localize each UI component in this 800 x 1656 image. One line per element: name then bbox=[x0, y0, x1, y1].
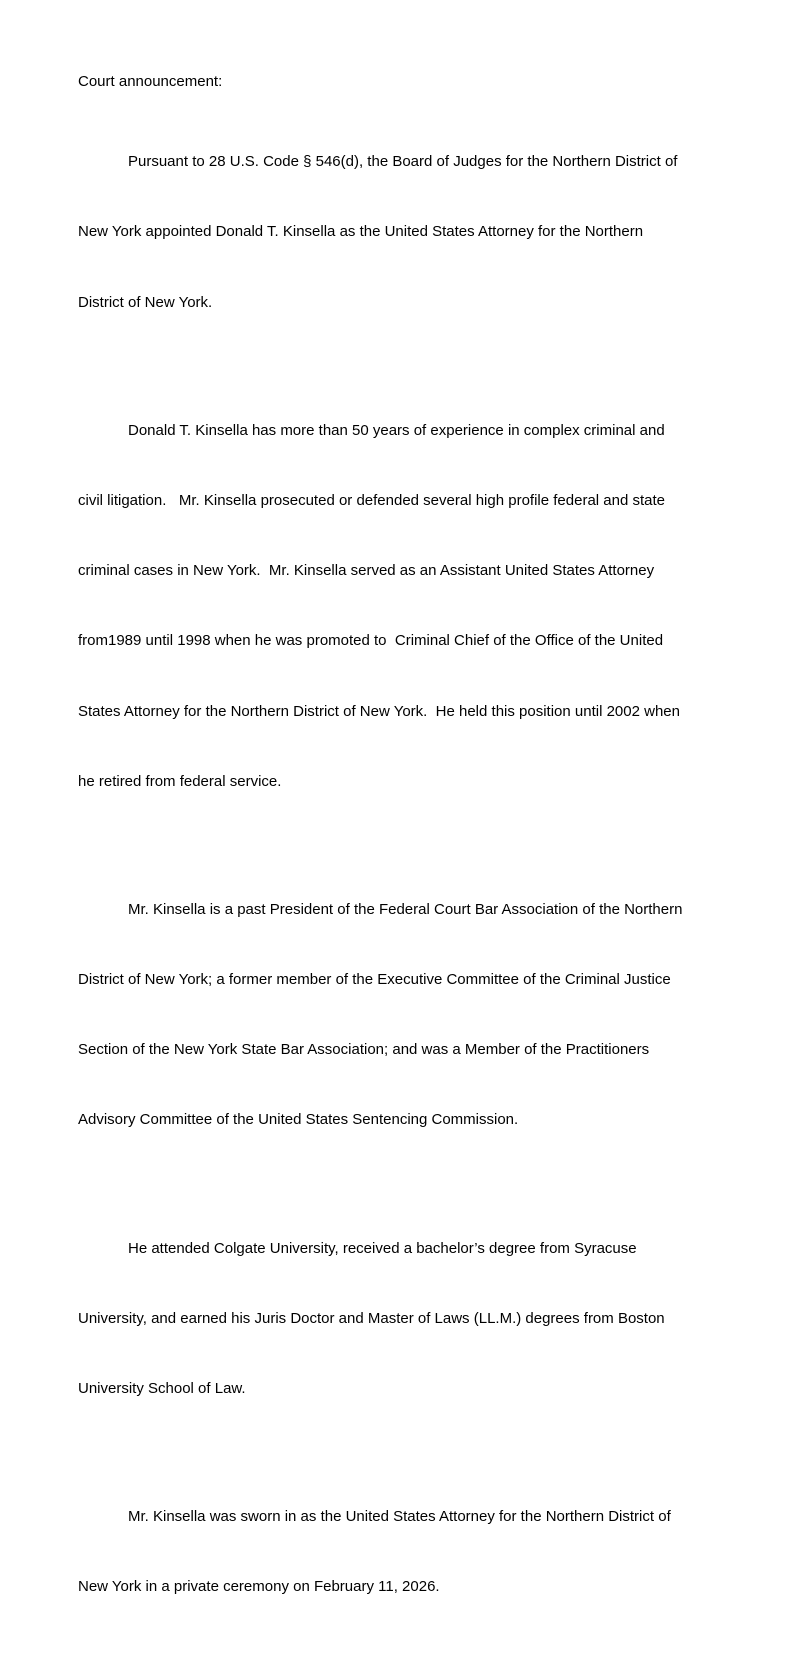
paragraph-education bbox=[78, 1190, 728, 1447]
paragraph-line: Section of the New York State Bar Association; and was a Member of the Practitioners bbox=[78, 1041, 650, 1059]
paragraph-line: States Attorney for the Northern District of New York. He held this position until 2002 when bbox=[78, 702, 680, 720]
paragraph-line: Pursuant to 28 U.S. Code § 546(d), the Board of Judges for the Northern District of bbox=[128, 153, 678, 171]
paragraph-line: Advisory Committee of the United States Sentencing Commission. bbox=[78, 1111, 519, 1129]
announcement-heading: Court announcement: bbox=[78, 73, 223, 90]
paragraph-affiliations bbox=[78, 851, 728, 1179]
paragraph-line: Mr. Kinsella was sworn in as the United States Attorney for the Northern District of bbox=[128, 1507, 671, 1525]
paragraph-line: Mr. Kinsella is a past President of the Federal Court Bar Association of the Northern bbox=[128, 900, 683, 918]
paragraph-line: criminal cases in New York. Mr. Kinsella served as an Assistant United States Attorney bbox=[78, 562, 655, 580]
paragraph-line: New York in a private ceremony on February 11, 2026. bbox=[78, 1578, 440, 1596]
paragraph-line: District of New York. bbox=[78, 293, 213, 311]
paragraph-swearing-in bbox=[78, 1458, 728, 1645]
paragraph-line: Donald T. Kinsella has more than 50 years of experience in complex criminal and bbox=[128, 421, 665, 439]
paragraph-appointment bbox=[78, 103, 728, 360]
paragraph-line: New York appointed Donald T. Kinsella as the United States Attorney for the Northern bbox=[78, 223, 644, 241]
paragraph-line: District of New York; a former member of the Executive Committee of the Criminal Justice bbox=[78, 971, 671, 989]
paragraph-line: civil litigation. Mr. Kinsella prosecuted or defended several high profile federal and state bbox=[78, 491, 665, 509]
paragraph-line: he retired from federal service. bbox=[78, 772, 282, 790]
paragraph-line: University School of Law. bbox=[78, 1379, 246, 1397]
paragraph-line: University, and earned his Juris Doctor and Master of Laws (LL.M.) degrees from Boston bbox=[78, 1309, 665, 1327]
paragraph-experience bbox=[78, 372, 728, 840]
paragraph-line: from1989 until 1998 when he was promoted to Criminal Chief of the Office of the United bbox=[78, 632, 664, 650]
paragraph-line: He attended Colgate University, received a bachelor’s degree from Syracuse bbox=[128, 1239, 637, 1257]
document-body bbox=[78, 70, 728, 1656]
